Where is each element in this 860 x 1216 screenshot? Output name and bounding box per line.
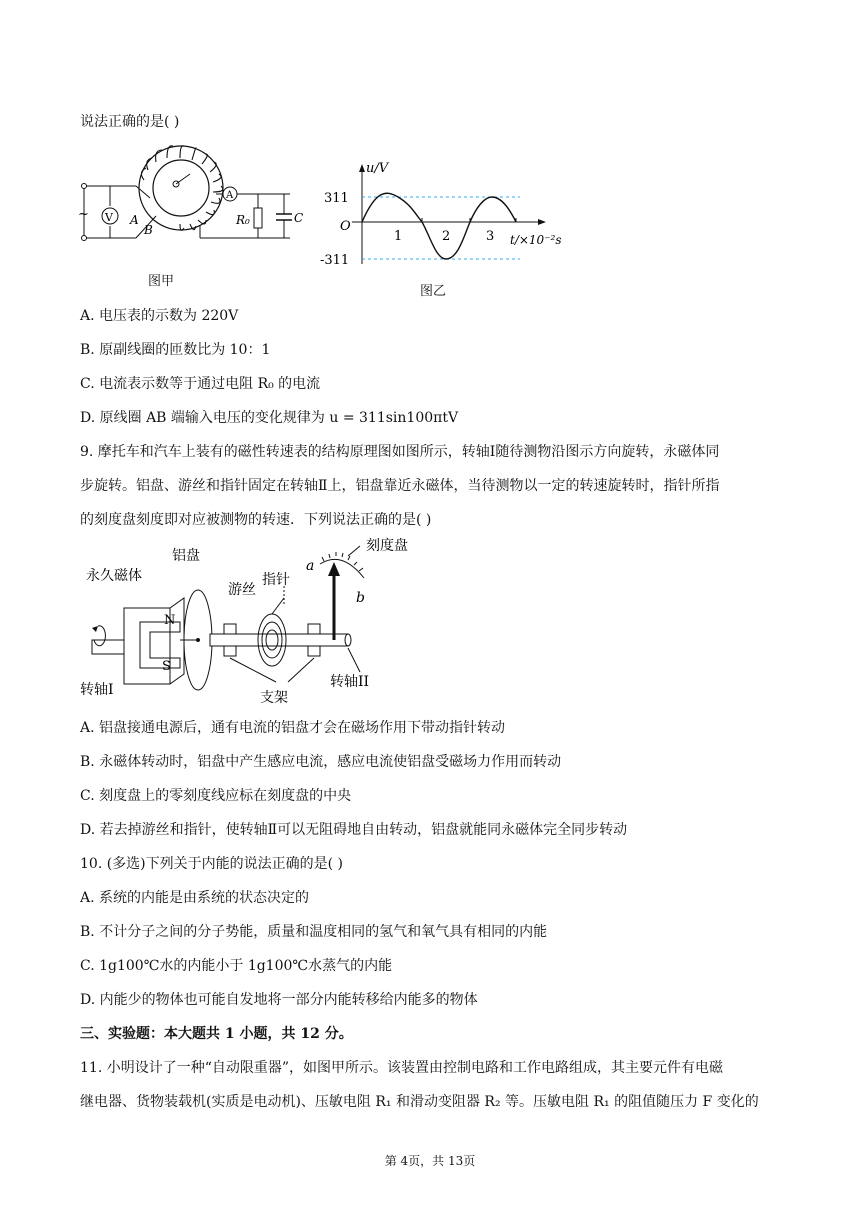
q8-option-a: A. 电压表的示数为 220V [80, 308, 239, 324]
tick-3: 3 [486, 229, 495, 244]
q9-option-b: B. 永磁体转动时，铝盘中产生感应电流，感应电流使铝盘受磁场力作用而转动 [80, 754, 562, 770]
tick-1: 1 [394, 229, 403, 244]
support-label: 支架 [260, 690, 288, 706]
q10-option-b: B. 不计分子之间的分子势能，质量和温度相同的氢气和氧气具有相同的内能 [80, 924, 548, 940]
q8-option-d: D. 原线圈 AB 端输入电压的变化规律为 u = 311sin100πtV [80, 410, 459, 426]
shaft2-label: 转轴II [330, 674, 370, 690]
pointer-label: 指针 [262, 572, 290, 588]
r0-label: R₀ [236, 213, 250, 227]
q9-stem-line-1: 9. 摩托车和汽车上装有的磁性转速表的结构原理图如图所示，转轴Ⅰ随待测物沿图示方向旋转，永磁体同 [80, 444, 720, 460]
figure-b-caption: 图乙 [420, 284, 447, 299]
svg-text:A: A [226, 190, 234, 201]
q8-option-b: B. 原副线圈的匝数比为 10：1 [80, 342, 271, 358]
q9-option-c: C. 刻度盘上的零刻度线应标在刻度盘的中央 [80, 788, 352, 804]
q9-option-a: A. 铝盘接通电源后，通有电流的铝盘才会在磁场作用下带动指针转动 [80, 720, 506, 736]
q11-line-2: 继电器、货物装载机(实质是电动机)、压敏电阻 R₁ 和滑动变阻器 R₂ 等。压敏电阻 R₁ 的阻值随压力 F 变化的 [80, 1094, 759, 1110]
shaft1-label: 转轴I [80, 682, 114, 698]
x-axis-label: t/×10⁻²s [510, 233, 562, 247]
dial-b-label: b [356, 590, 365, 606]
q10-option-a: A. 系统的内能是由系统的状态决定的 [80, 890, 310, 906]
intro-line: 说法正确的是( ) [80, 114, 180, 130]
q10-stem: 10. (多选)下列关于内能的说法正确的是( ) [80, 856, 344, 872]
q9-stem-line-3: 的刻度盘刻度即对应被测物的转速．下列说法正确的是( ) [80, 512, 432, 528]
voltage-waveform-figure [320, 160, 580, 272]
q9-option-d: D. 若去掉游丝和指针，使转轴Ⅱ可以无阻碍地自由转动，铝盘就能同永磁体完全同步转动 [80, 822, 628, 838]
origin-label: O [340, 219, 351, 234]
magnet-label: 永久磁体 [86, 568, 142, 584]
q10-option-d: D. 内能少的物体也可能自发地将一部分内能转移给内能多的物体 [80, 992, 478, 1008]
q8-option-c: C. 电流表示数等于通过电阻 R₀ 的电流 [80, 376, 321, 392]
dial-a-label: a [306, 558, 315, 574]
q11-line-1: 11. 小明设计了一种“自动限重器”，如图甲所示。该装置由控制电路和工作电路组成，其主要元件有电磁 [80, 1060, 724, 1076]
y-min-label: -311 [320, 253, 350, 268]
svg-text:V: V [105, 211, 113, 224]
y-axis-label: u/V [366, 161, 389, 176]
tachometer-figure [80, 536, 440, 706]
page-footer: 第 4页，共 13页 [384, 1154, 476, 1168]
sine-curve [362, 193, 516, 259]
transformer-circuit-figure [76, 138, 316, 268]
tick-2: 2 [442, 229, 451, 244]
q10-option-c: C. 1g100℃水的内能小于 1g100℃水蒸气的内能 [80, 958, 393, 974]
figure-a-caption: 图甲 [148, 274, 175, 289]
hairspring-label: 游丝 [228, 582, 256, 598]
dial-label: 刻度盘 [366, 538, 408, 554]
section-heading: 三、实验题：本大题共 1 小题，共 12 分。 [80, 1026, 353, 1042]
ac-symbol: ~ [78, 207, 89, 222]
disk-label: 铝盘 [172, 548, 200, 564]
terminal-b-label: B [144, 223, 153, 237]
q9-stem-line-2: 步旋转。铝盘、游丝和指针固定在转轴Ⅱ上，铝盘靠近永磁体，当待测物以一定的转速旋转时，指针所指 [80, 478, 720, 494]
s-pole-label: S [162, 659, 171, 674]
c-label: C [294, 211, 304, 225]
n-pole-label: N [164, 613, 176, 628]
y-max-label: 311 [324, 191, 349, 206]
terminal-a-label: A [130, 213, 139, 227]
